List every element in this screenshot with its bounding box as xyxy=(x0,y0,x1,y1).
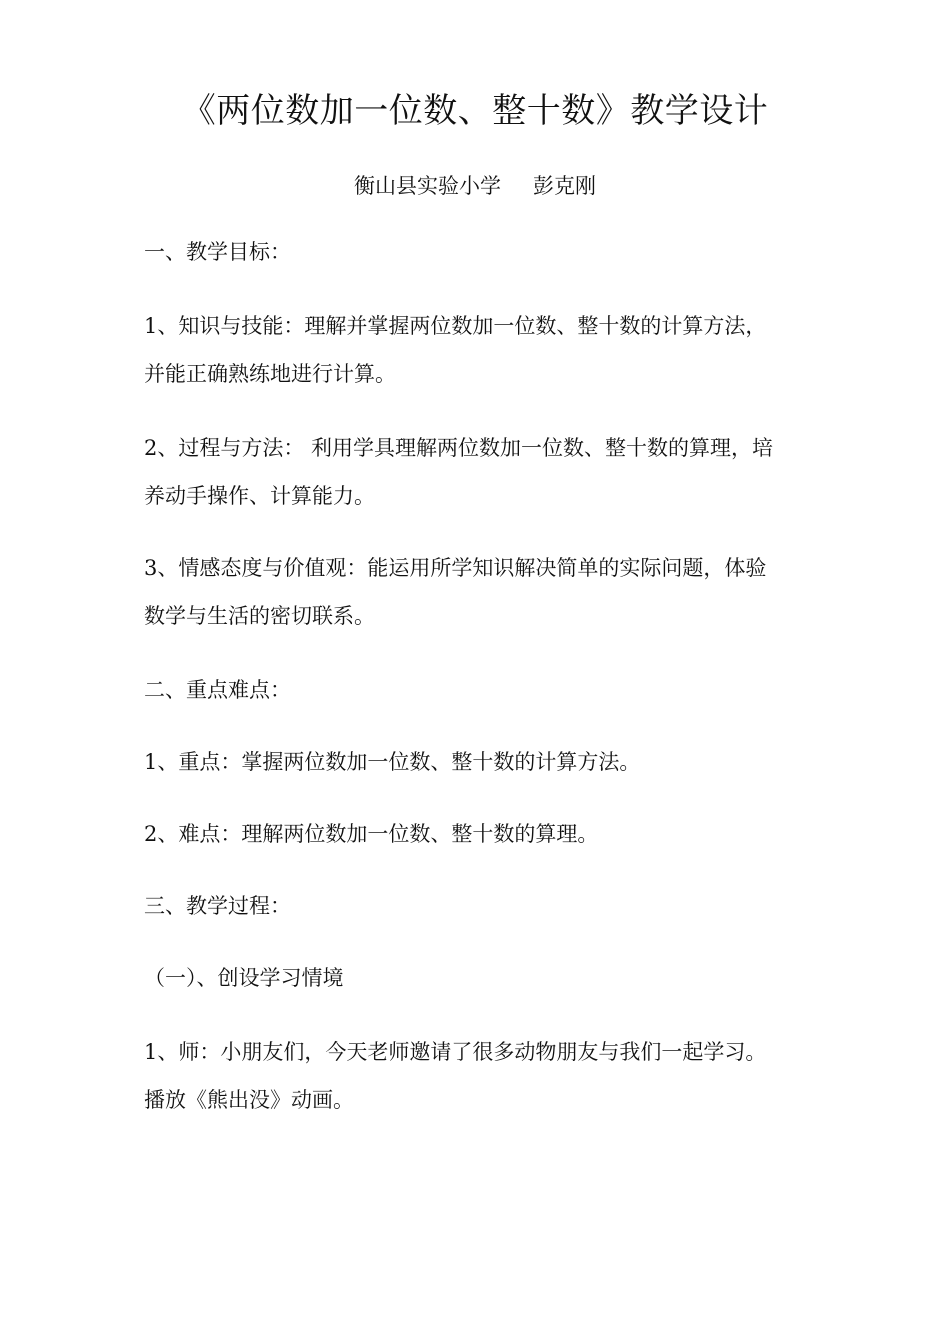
author-name: 彭克刚 xyxy=(533,174,596,198)
author-school: 衡山县实验小学 xyxy=(354,174,501,198)
process-step-1-line-2: 播放《熊出没》动画。 xyxy=(144,1088,354,1112)
key-point-line: 1、重点：掌握两位数加一位数、整十数的计算方法。 xyxy=(144,750,641,774)
section-heading-objectives: 一、教学目标： xyxy=(144,240,291,264)
objective-3-line-1: 3、情感态度与价值观：能运用所学知识解决简单的实际问题，体验 xyxy=(144,556,767,580)
process-step-1-line-1: 1、师：小朋友们，今天老师邀请了很多动物朋友与我们一起学习。 xyxy=(144,1040,767,1064)
objective-2-line-2: 养动手操作、计算能力。 xyxy=(144,484,375,508)
objective-1-line-2: 并能正确熟练地进行计算。 xyxy=(144,362,396,386)
subsection-heading-situation: （一）、创设学习情境 xyxy=(144,966,344,990)
objective-2-line-1: 2、过程与方法： 利用学具理解两位数加一位数、整十数的算理，培 xyxy=(144,436,774,460)
objective-3-line-2: 数学与生活的密切联系。 xyxy=(144,604,375,628)
author-line xyxy=(0,170,950,202)
difficulty-line: 2、难点：理解两位数加一位数、整十数的算理。 xyxy=(144,822,599,846)
section-heading-key-points: 二、重点难点： xyxy=(144,678,291,702)
section-heading-process: 三、教学过程： xyxy=(144,894,291,918)
document-title: 《两位数加一位数、整十数》教学设计 xyxy=(181,91,769,131)
objective-1-line-1: 1、知识与技能：理解并掌握两位数加一位数、整十数的计算方法， xyxy=(144,314,767,338)
